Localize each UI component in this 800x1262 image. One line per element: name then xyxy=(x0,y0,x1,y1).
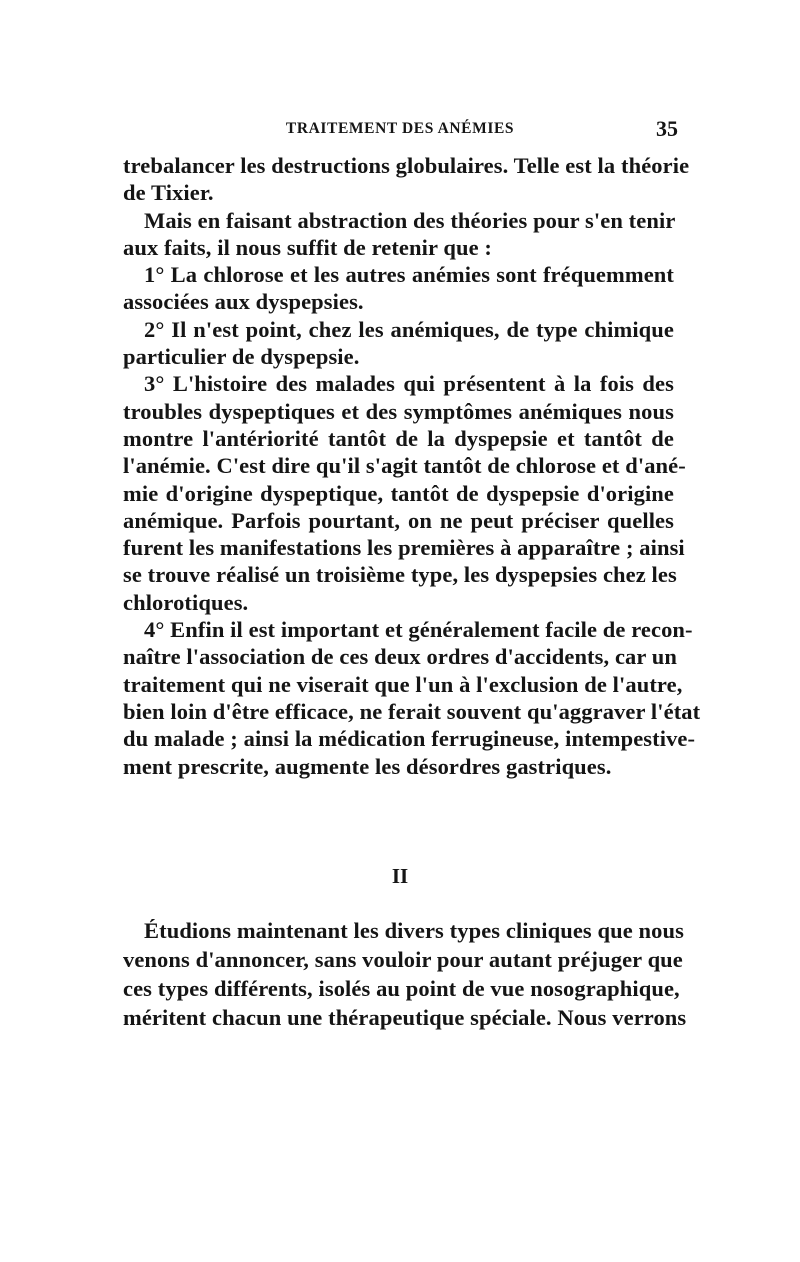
text-line: 1° La chlorose et les autres anémies sont fréquemment xyxy=(144,262,674,288)
text-line: mie d'origine dyspeptique, tantôt de dyspepsie d'origine xyxy=(123,480,674,506)
running-title: TRAITEMENT DES ANÉMIES xyxy=(285,120,515,137)
text-line: naître l'association de ces deux ordres d'accidents, car un xyxy=(123,644,678,670)
text-line: venons d'annoncer, sans vouloir pour autant préjuger que xyxy=(123,947,683,972)
running-head xyxy=(122,118,678,142)
page-number: 35 xyxy=(656,116,678,141)
text-line: traitement qui ne viserait que l'un à l'exclusion de l'autre, xyxy=(123,671,683,697)
section-heading: II xyxy=(391,864,409,888)
text-line: troubles dyspeptiques et des symptômes anémiques nous xyxy=(123,398,674,424)
section-2-text xyxy=(123,916,687,1032)
text-line: chlorotiques. xyxy=(123,589,249,615)
text-line: ces types différents, isolés au point de vue nosographique, xyxy=(123,976,680,1001)
text-line: méritent chacun une thérapeutique spéciale. Nous verrons xyxy=(123,1005,687,1030)
text-line: du malade ; ainsi la médication ferrugineuse, intempestive- xyxy=(123,726,696,752)
text-line: 3° L'histoire des malades qui présentent à la fois des xyxy=(144,371,674,397)
text-line: trebalancer les destructions globulaires. Telle est la théorie xyxy=(123,153,690,178)
text-line: Étudions maintenant les divers types cliniques que nous xyxy=(144,918,684,943)
text-line: 4° Enfin il est important et généralement facile de recon- xyxy=(144,617,693,643)
text-line: aux faits, il nous suffit de retenir que : xyxy=(123,234,493,260)
text-line: bien loin d'être efficace, ne ferait souvent qu'aggraver l'état xyxy=(123,698,701,724)
text-line: montre l'antériorité tantôt de la dyspepsie et tantôt de xyxy=(123,425,674,451)
text-line: Mais en faisant abstraction des théories pour s'en tenir xyxy=(144,207,676,233)
text-line: anémique. Parfois pourtant, on ne peut préciser quelles xyxy=(123,507,674,533)
text-line: ment prescrite, augmente les désordres gastriques. xyxy=(123,753,612,779)
text-line: particulier de dyspepsie. xyxy=(123,344,360,370)
section-1-text xyxy=(123,152,701,780)
text-line: de Tixier. xyxy=(123,180,214,206)
text-line: furent les manifestations les premières à apparaître ; ainsi xyxy=(123,535,685,561)
text-line: 2° Il n'est point, chez les anémiques, de type chimique xyxy=(144,316,674,342)
text-line: se trouve réalisé un troisième type, les dyspepsies chez les xyxy=(123,562,677,588)
text-line: l'anémie. C'est dire qu'il s'agit tantôt de chlorose et d'ané- xyxy=(123,453,686,479)
text-line: associées aux dyspepsies. xyxy=(123,289,364,315)
